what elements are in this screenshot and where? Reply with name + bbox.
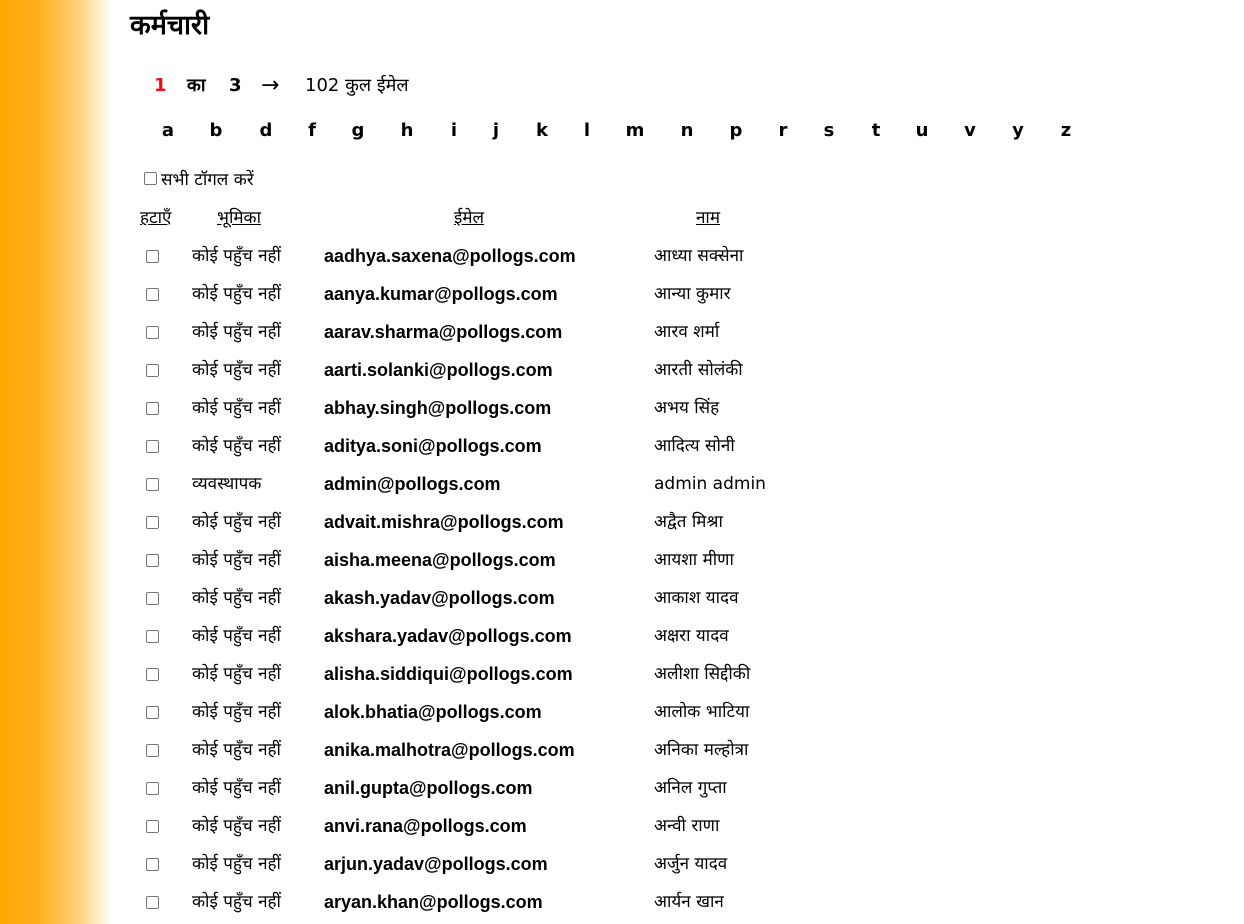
table-row bbox=[130, 617, 930, 655]
row-name: आर्यन खान bbox=[654, 892, 724, 912]
column-header-name[interactable]: नाम bbox=[696, 208, 721, 228]
table-row bbox=[130, 579, 930, 617]
row-email[interactable]: akshara.yadav@pollogs.com bbox=[324, 626, 572, 646]
row-role[interactable]: कोई पहुँच नहीं bbox=[192, 854, 281, 874]
alphabet-link-g[interactable]: g bbox=[351, 120, 365, 141]
table-row bbox=[130, 351, 930, 389]
table-row bbox=[130, 275, 930, 313]
page-title: कर्मचारी bbox=[130, 10, 210, 41]
row-role[interactable]: कोई पहुँच नहीं bbox=[192, 246, 281, 266]
alphabet-link-t[interactable]: t bbox=[871, 120, 881, 141]
remove-checkbox[interactable] bbox=[146, 706, 159, 719]
alphabet-link-a[interactable]: a bbox=[161, 120, 175, 141]
table-row bbox=[130, 503, 930, 541]
alphabet-link-f[interactable]: f bbox=[308, 120, 316, 141]
toggle-all-checkbox[interactable] bbox=[144, 172, 157, 185]
table-row bbox=[130, 313, 930, 351]
toggle-all-label: सभी टॉगल करें bbox=[161, 170, 254, 190]
alphabet-link-k[interactable]: k bbox=[536, 120, 548, 141]
alphabet-link-d[interactable]: d bbox=[259, 120, 273, 141]
table-row bbox=[130, 883, 930, 921]
column-header-remove[interactable]: हटाएँ bbox=[140, 208, 172, 228]
table-row bbox=[130, 731, 930, 769]
remove-checkbox[interactable] bbox=[146, 592, 159, 605]
row-email[interactable]: aarav.sharma@pollogs.com bbox=[324, 322, 563, 342]
row-role[interactable]: कोई पहुँच नहीं bbox=[192, 664, 281, 684]
alphabet-link-r[interactable]: r bbox=[778, 120, 788, 141]
table-row bbox=[130, 237, 930, 275]
row-role[interactable]: कोई पहुँच नहीं bbox=[192, 626, 281, 646]
row-role[interactable]: कोई पहुँच नहीं bbox=[192, 398, 281, 418]
alphabet-link-l[interactable]: l bbox=[583, 120, 591, 141]
row-role[interactable]: कोई पहुँच नहीं bbox=[192, 436, 281, 456]
row-name: अलीशा सिद्दीकी bbox=[654, 664, 751, 684]
row-role[interactable]: कोई पहुँच नहीं bbox=[192, 360, 281, 380]
alphabet-link-s[interactable]: s bbox=[823, 120, 835, 141]
table-row bbox=[130, 693, 930, 731]
row-role[interactable]: कोई पहुँच नहीं bbox=[192, 512, 281, 532]
remove-checkbox[interactable] bbox=[146, 250, 159, 263]
remove-checkbox[interactable] bbox=[146, 668, 159, 681]
alphabet-link-m[interactable]: m bbox=[625, 120, 645, 141]
table-row bbox=[130, 541, 930, 579]
row-email[interactable]: abhay.singh@pollogs.com bbox=[324, 398, 552, 418]
table-row bbox=[130, 389, 930, 427]
row-email[interactable]: anika.malhotra@pollogs.com bbox=[324, 740, 575, 760]
row-role[interactable]: कोई पहुँच नहीं bbox=[192, 740, 281, 760]
alphabet-link-y[interactable]: y bbox=[1012, 120, 1024, 141]
row-email[interactable]: aryan.khan@pollogs.com bbox=[324, 892, 543, 912]
row-email[interactable]: aditya.soni@pollogs.com bbox=[324, 436, 542, 456]
row-name: आरती सोलंकी bbox=[654, 360, 743, 380]
remove-checkbox[interactable] bbox=[146, 288, 159, 301]
table-header bbox=[130, 205, 830, 231]
remove-checkbox[interactable] bbox=[146, 326, 159, 339]
sidebar-gradient bbox=[0, 0, 112, 924]
alphabet-link-i[interactable]: i bbox=[450, 120, 458, 141]
remove-checkbox[interactable] bbox=[146, 782, 159, 795]
table-row bbox=[130, 807, 930, 845]
table-row bbox=[130, 845, 930, 883]
column-header-role[interactable]: भूमिका bbox=[217, 208, 261, 228]
total-emails-count: 102 कुल ईमेल bbox=[305, 75, 409, 96]
alphabet-link-u[interactable]: u bbox=[915, 120, 929, 141]
row-name: आलोक भाटिया bbox=[654, 702, 750, 722]
row-name: आदित्य सोनी bbox=[654, 436, 735, 456]
row-name: अद्वैत मिश्रा bbox=[654, 512, 723, 532]
alphabet-link-h[interactable]: h bbox=[400, 120, 414, 141]
toggle-all[interactable] bbox=[144, 167, 254, 193]
table-row bbox=[130, 427, 930, 465]
remove-checkbox[interactable] bbox=[146, 820, 159, 833]
alphabet-link-b[interactable]: b bbox=[209, 120, 223, 141]
row-name: आकाश यादव bbox=[654, 588, 739, 608]
row-name: अनिल गुप्ता bbox=[654, 778, 727, 798]
alphabet-link-v[interactable]: v bbox=[964, 120, 976, 141]
table-row bbox=[130, 769, 930, 807]
alphabet-link-p[interactable]: p bbox=[729, 120, 743, 141]
row-email[interactable]: anvi.rana@pollogs.com bbox=[324, 816, 527, 836]
row-name: आयशा मीणा bbox=[654, 550, 734, 570]
remove-checkbox[interactable] bbox=[146, 364, 159, 377]
row-role[interactable]: कोई पहुँच नहीं bbox=[192, 816, 281, 836]
column-header-email[interactable]: ईमेल bbox=[454, 208, 485, 228]
alphabet-link-j[interactable]: j bbox=[492, 120, 500, 141]
next-page-arrow-icon[interactable]: → bbox=[261, 73, 280, 98]
remove-checkbox[interactable] bbox=[146, 630, 159, 643]
row-role[interactable]: कोई पहुँच नहीं bbox=[192, 702, 281, 722]
row-role[interactable]: कोई पहुँच नहीं bbox=[192, 588, 281, 608]
row-name: आन्या कुमार bbox=[654, 284, 731, 304]
row-email[interactable]: arjun.yadav@pollogs.com bbox=[324, 854, 548, 874]
alphabet-link-z[interactable]: z bbox=[1060, 120, 1072, 141]
remove-checkbox[interactable] bbox=[146, 858, 159, 871]
remove-checkbox[interactable] bbox=[146, 516, 159, 529]
row-role[interactable]: व्यवस्थापक bbox=[192, 474, 262, 494]
remove-checkbox[interactable] bbox=[146, 554, 159, 567]
row-email[interactable]: anil.gupta@pollogs.com bbox=[324, 778, 533, 798]
alphabet-filter bbox=[156, 116, 1156, 146]
current-page: 1 bbox=[154, 75, 167, 96]
remove-checkbox[interactable] bbox=[146, 896, 159, 909]
row-name: अक्षरा यादव bbox=[654, 626, 729, 646]
remove-checkbox[interactable] bbox=[146, 478, 159, 491]
row-name: आरव शर्मा bbox=[654, 322, 720, 342]
page-of-label: का bbox=[187, 75, 206, 96]
table-row bbox=[130, 655, 930, 693]
alphabet-link-n[interactable]: n bbox=[680, 120, 694, 141]
row-name: अर्जुन यादव bbox=[654, 854, 728, 874]
row-email[interactable]: aanya.kumar@pollogs.com bbox=[324, 284, 558, 304]
row-name: अनिका मल्होत्रा bbox=[654, 740, 749, 760]
row-role[interactable]: कोई पहुँच नहीं bbox=[192, 322, 281, 342]
row-email[interactable]: alisha.siddiqui@pollogs.com bbox=[324, 664, 573, 684]
row-role[interactable]: कोई पहुँच नहीं bbox=[192, 284, 281, 304]
row-name: अन्वी राणा bbox=[654, 816, 720, 836]
row-role[interactable]: कोई पहुँच नहीं bbox=[192, 892, 281, 912]
row-email[interactable]: advait.mishra@pollogs.com bbox=[324, 512, 564, 532]
row-role[interactable]: कोई पहुँच नहीं bbox=[192, 778, 281, 798]
table-row bbox=[130, 465, 930, 503]
row-email[interactable]: aarti.solanki@pollogs.com bbox=[324, 360, 553, 380]
row-name: अभय सिंह bbox=[654, 398, 720, 418]
row-email[interactable]: aadhya.saxena@pollogs.com bbox=[324, 246, 576, 266]
row-email[interactable]: admin@pollogs.com bbox=[324, 474, 501, 494]
remove-checkbox[interactable] bbox=[146, 440, 159, 453]
row-email[interactable]: akash.yadav@pollogs.com bbox=[324, 588, 555, 608]
row-role[interactable]: कोई पहुँच नहीं bbox=[192, 550, 281, 570]
remove-checkbox[interactable] bbox=[146, 402, 159, 415]
row-email[interactable]: aisha.meena@pollogs.com bbox=[324, 550, 556, 570]
row-name: आध्या सक्सेना bbox=[654, 246, 744, 266]
remove-checkbox[interactable] bbox=[146, 744, 159, 757]
row-email[interactable]: alok.bhatia@pollogs.com bbox=[324, 702, 542, 722]
last-page-link[interactable]: 3 bbox=[229, 75, 242, 96]
row-name: admin admin bbox=[654, 474, 766, 494]
employee-table bbox=[130, 237, 930, 921]
